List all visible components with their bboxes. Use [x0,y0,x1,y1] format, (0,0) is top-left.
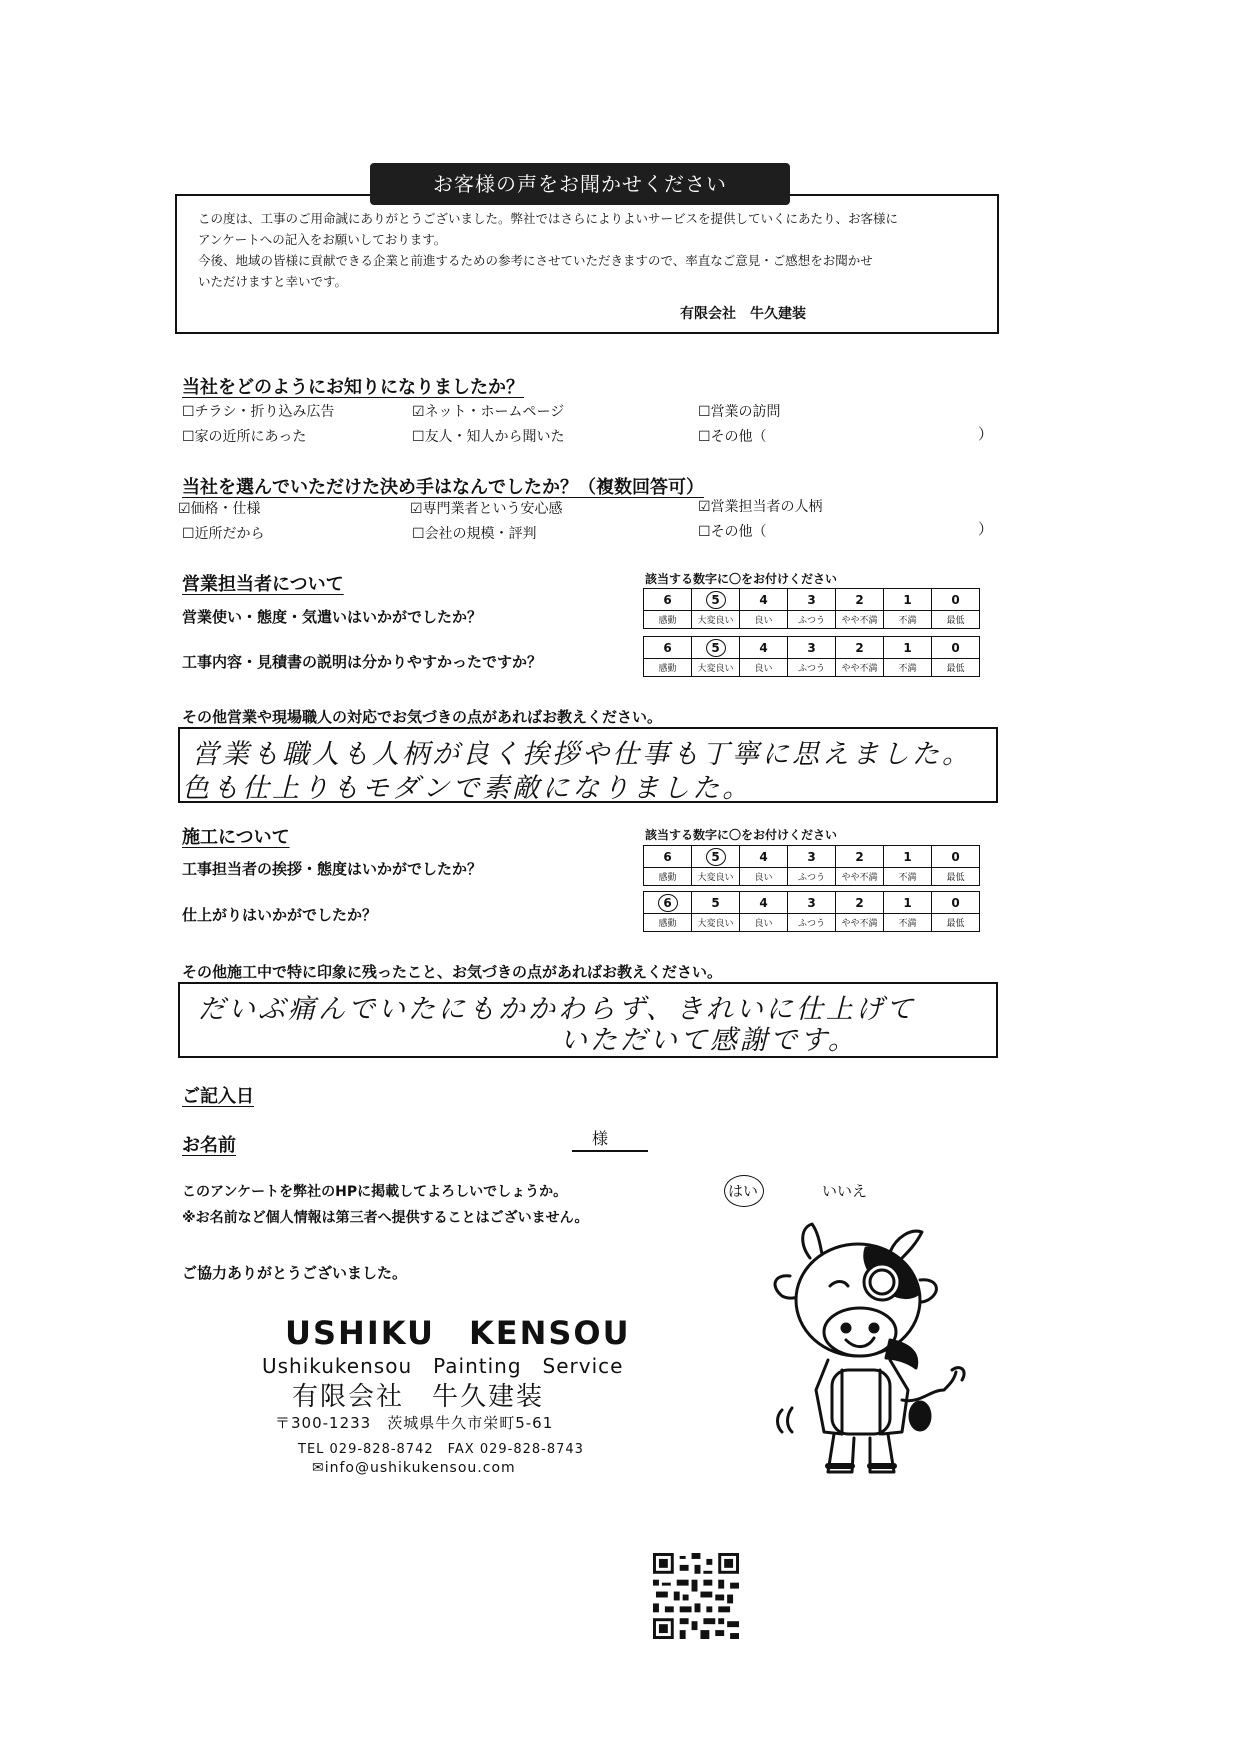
intro-text [198,208,978,292]
name-label: お名前 [182,1135,236,1156]
rating-label: 感動 [644,914,692,932]
consent-question: このアンケートを弊社のHPに掲載してよろしいでしょうか。 [182,1184,568,1200]
selected-rating-circle: 5 [706,639,726,657]
rating-label: 大変良い [692,868,740,886]
rating-number[interactable] [692,637,740,659]
consent-yes[interactable]: はい [728,1182,759,1200]
sales-question: 営業使い・態度・気遣いはいかがでしたか？ [182,608,483,626]
rating-number[interactable]: 3 [788,637,836,659]
q1-option[interactable]: ☐営業の訪問 [698,404,781,420]
checkbox-icon: ☐ [182,526,195,542]
rating-label: 感動 [644,868,692,886]
handwritten-comment: いただいて感謝です。 [560,1025,858,1056]
rating-scale [643,891,980,932]
rating-number[interactable]: 0 [932,846,980,868]
rating-label: 最低 [932,914,980,932]
consent-no[interactable]: いいえ [822,1182,868,1200]
name-suffix: 様 [592,1129,609,1148]
rating-label: 不満 [884,868,932,886]
thanks-text: ご協力ありがとうございました。 [182,1264,408,1282]
sales-comment-prompt: その他営業や現場職人の対応でお気づきの点があればお教えください。 [182,708,663,726]
q2-option[interactable]: ☐近所だから [182,526,265,542]
q2-heading: 当社を選んでいただけた決め手はなんでしたか？（複数回答可） [182,477,704,498]
rating-number[interactable]: 1 [884,589,932,611]
rating-number[interactable]: 3 [788,846,836,868]
rating-number[interactable] [692,846,740,868]
rating-number[interactable]: 6 [644,637,692,659]
rating-number[interactable]: 2 [836,589,884,611]
q2-option[interactable]: ☐その他（ [698,524,767,540]
construction-comment-prompt: その他施工中で特に印象に残ったこと、お気づきの点があればお教えください。 [182,963,723,981]
signature: 有限会社 牛久建装 [680,306,806,322]
rating-number[interactable]: 5 [692,892,740,914]
rating-number[interactable]: 1 [884,637,932,659]
checkbox-icon: ☐ [698,429,711,445]
footer-email[interactable]: ✉info@ushikukensou.com [312,1460,516,1476]
rating-label: 大変良い [692,914,740,932]
rating-label: 良い [740,868,788,886]
rating-number[interactable]: 6 [644,846,692,868]
rating-number[interactable]: 0 [932,637,980,659]
close-paren: ） [978,520,994,538]
rating-label: 不満 [884,611,932,629]
checkbox-icon: ☑ [410,501,423,517]
checkbox-icon: ☐ [698,404,711,420]
rating-label: 感動 [644,611,692,629]
rating-number[interactable]: 3 [788,892,836,914]
rating-label: ふつう [788,611,836,629]
rating-label: 最低 [932,868,980,886]
sales-heading: 営業担当者について [182,574,344,595]
rating-label: 不満 [884,914,932,932]
close-paren: ） [978,425,994,443]
rating-label: やや不満 [836,659,884,677]
rating-scale [643,588,980,629]
checkbox-icon: ☐ [182,429,195,445]
checkbox-icon: ☑ [698,499,711,515]
construction-question: 仕上がりはいかがでしたか？ [182,906,378,924]
qr-code-icon[interactable] [653,1553,739,1639]
rating-label: 良い [740,914,788,932]
rating-label: 不満 [884,659,932,677]
footer-address: 〒300-1233 茨城県牛久市栄町5-61 [275,1414,554,1432]
q1-heading: 当社をどのようにお知りになりましたか？ [182,377,524,398]
scale-instruction: 該当する数字に〇をお付けください [645,572,838,586]
cow-mascot-icon [770,1220,992,1478]
q1-option[interactable]: ☐家の近所にあった [182,429,307,445]
rating-label: 良い [740,659,788,677]
rating-label: 感動 [644,659,692,677]
rating-label: 最低 [932,659,980,677]
construction-heading: 施工について [182,827,290,848]
rating-label: やや不満 [836,611,884,629]
rating-label: ふつう [788,868,836,886]
intro-line: この度は、工事のご用命誠にありがとうございました。弊社ではさらによりよいサービスを提供していくにあたり、お客様に [198,211,899,226]
rating-number[interactable]: 0 [932,892,980,914]
name-underline [572,1150,648,1152]
q1-option[interactable]: ☐その他（ [698,429,767,445]
checkbox-icon: ☐ [182,404,195,420]
handwritten-comment: だいぶ痛んでいたにもかかわらず、きれいに仕上げて [198,994,916,1025]
rating-number[interactable] [644,892,692,914]
footer-company: 有限会社 牛久建装 [292,1382,545,1412]
rating-scale [643,636,980,677]
date-label: ご記入日 [182,1086,254,1107]
rating-number[interactable]: 4 [740,892,788,914]
q2-option[interactable]: ☑価格・仕様 [178,501,261,517]
intro-line: いただけますと幸いです。 [198,274,348,289]
rating-label: やや不満 [836,868,884,886]
q2-option[interactable]: ☑営業担当者の人柄 [698,499,823,515]
rating-number[interactable]: 0 [932,589,980,611]
rating-scale [643,845,980,886]
rating-label: 良い [740,611,788,629]
checkbox-icon: ☑ [412,404,425,420]
selected-rating-circle: 6 [658,894,678,912]
rating-label: 大変良い [692,659,740,677]
checkbox-icon: ☐ [412,526,425,542]
q1-option[interactable]: ☐チラシ・折り込み広告 [182,404,335,420]
consent-note: ※お名前など個人情報は第三者へ提供することはございません。 [182,1210,589,1226]
checkbox-icon: ☐ [412,429,425,445]
rating-number[interactable]: 4 [740,637,788,659]
banner-title: お客様の声をお聞かせください [370,163,790,205]
sales-question: 工事内容・見積書の説明は分かりやすかったですか？ [182,653,543,671]
rating-label: ふつう [788,914,836,932]
scale-instruction: 該当する数字に〇をお付けください [645,828,838,842]
q1-option[interactable]: ☐友人・知人から聞いた [412,429,565,445]
q1-option[interactable]: ☑ネット・ホームページ [412,404,565,420]
rating-label: やや不満 [836,914,884,932]
rating-number[interactable]: 6 [644,589,692,611]
intro-line: 今後、地域の皆様に貢献できる企業と前進するための参考にさせていただきますので、率直なご意見・ご感想をお聞かせ [198,253,873,268]
rating-number[interactable]: 4 [740,846,788,868]
rating-number[interactable]: 2 [836,846,884,868]
rating-number[interactable]: 2 [836,637,884,659]
selected-rating-circle: 5 [706,848,726,866]
footer-title: USHIKU KENSOU [285,1314,631,1352]
handwritten-comment: 色も仕上りもモダンで素敵になりました。 [182,773,753,804]
checkbox-icon: ☑ [178,501,191,517]
rating-number[interactable]: 2 [836,892,884,914]
intro-line: アンケートへの記入をお願いしております。 [198,232,447,247]
rating-number[interactable]: 4 [740,589,788,611]
footer-subtitle: Ushikukensou Painting Service [262,1354,624,1378]
q2-option[interactable]: ☐会社の規模・評判 [412,526,537,542]
handwritten-comment: 営業も職人も人柄が良く挨拶や仕事も丁寧に思えました。 [192,739,972,770]
construction-question: 工事担当者の挨拶・態度はいかがでしたか？ [182,860,483,878]
rating-number[interactable]: 1 [884,846,932,868]
rating-label: 最低 [932,611,980,629]
footer-phones: TEL 029-828-8742 FAX 029-828-8743 [298,1442,584,1457]
selected-rating-circle: 5 [706,591,726,609]
rating-number[interactable]: 3 [788,589,836,611]
rating-number[interactable]: 1 [884,892,932,914]
rating-label: ふつう [788,659,836,677]
q2-option[interactable]: ☑専門業者という安心感 [410,501,563,517]
rating-number[interactable] [692,589,740,611]
rating-label: 大変良い [692,611,740,629]
checkbox-icon: ☐ [698,524,711,540]
